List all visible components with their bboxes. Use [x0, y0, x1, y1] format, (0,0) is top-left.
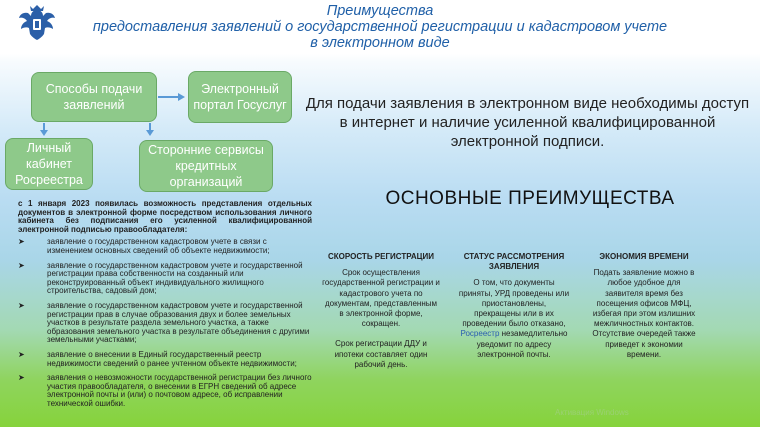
arrow-head-cabinet [40, 130, 48, 136]
bullet-arrow-icon: ➤ [18, 260, 25, 270]
title-line-1: Преимущества [326, 3, 434, 19]
bullet-arrow-icon: ➤ [18, 300, 25, 310]
list-item: ➤ заявления о невозможности государственной регистрации без личного участия правообладателя, о внесении в ЕГРН сведений об адресе электронной почты и (или) о почтовом адресе, об исправлении технической ошибки. [18, 373, 312, 408]
column-status-text: О том, что документы приняты, УРД проведены или приостановлены, прекращены или в их проведении было отказано, Росреестр незамедлительно уведомит по адресу электронной почты. [458, 278, 570, 359]
document-list [18, 238, 312, 408]
box-submission-methods: Способы подачи заявлений [31, 72, 157, 122]
column-economy-title: ЭКОНОМИЯ ВРЕМЕНИ [599, 252, 689, 261]
box-gosuslugi-portal: Электронный портал Госуслуг [188, 71, 292, 123]
column-economy [588, 252, 700, 370]
box-rosreestr-cabinet: Личный кабинет Росреестра [5, 138, 93, 190]
column-speed [322, 252, 440, 380]
list-item: ➤ заявление о государственном кадастровом учете и государственной регистрации права собственности на созданный или реконструированный объект индивидуального жилищного строительства, садовый дом; [18, 260, 303, 296]
advantages-heading: ОСНОВНЫЕ ПРЕИМУЩЕСТВА [385, 188, 675, 209]
windows-activation-watermark: Активация Windows [555, 408, 629, 417]
arrow-head-services [146, 130, 154, 136]
bullet-arrow-icon: ➤ [18, 373, 25, 383]
list-item: ➤ заявление о государственном кадастровом учете и государственной регистрации прав в случае образования двух и более земельных участков в результате раздела земельного участка, а также образования земельного участка в результате объединения с другими земельными участками; [18, 300, 310, 345]
rosreestr-link[interactable]: Росреестр [460, 329, 500, 339]
list-item: ➤ заявление о государственном кадастровом учете в связи с изменением основных сведений об объекте недвижимости; [18, 237, 270, 255]
title-line-3: в электронном виде [310, 35, 450, 51]
bullet-arrow-icon: ➤ [18, 349, 25, 359]
box-credit-services: Сторонние сервисы кредитных организаций [139, 140, 273, 192]
list-item: ➤ заявление о внесении в Единый государственный реестр недвижимости сведений о ранее учтенном объекте недвижимости; [18, 349, 297, 368]
column-speed-text-2: Срок регистрации ДДУ и ипотеки составляет один рабочий день. [334, 339, 428, 369]
arrow-head-portal [178, 93, 185, 101]
left-intro: с 1 января 2023 появилась возможность представления отдельных документов в электронной форме посредством использования личного кабинета без подписания его усиленной квалифицированной электронной подписью правообладателя: [18, 199, 312, 234]
column-speed-text-1: Срок осуществления государственной регистрации и кадастрового учета по документам, представленным в электронной форме, сокращен. [322, 268, 440, 329]
left-panel [18, 200, 312, 414]
column-status-title: СТАТУС РАССМОТРЕНИЯ ЗАЯВЛЕНИЯ [463, 252, 565, 272]
title-line-2: предоставления заявлений о государственной регистрации и кадастровом учете [92, 19, 668, 35]
arrow-to-portal [158, 96, 178, 98]
column-economy-text: Подать заявление можно в любое удобное для заявителя время без посещения офисов МФЦ, избегая при этом излишних межличностных контактов. Отсутствие очередей также приведет к экономии времени. [592, 268, 696, 359]
bullet-arrow-icon: ➤ [18, 237, 25, 247]
notice-text: Для подачи заявления в электронном виде необходимы доступ в интернет и наличие усиленной квалифицированной электронной подписи. [305, 95, 750, 150]
column-speed-title: СКОРОСТЬ РЕГИСТРАЦИИ [328, 252, 434, 261]
column-status [458, 252, 570, 370]
